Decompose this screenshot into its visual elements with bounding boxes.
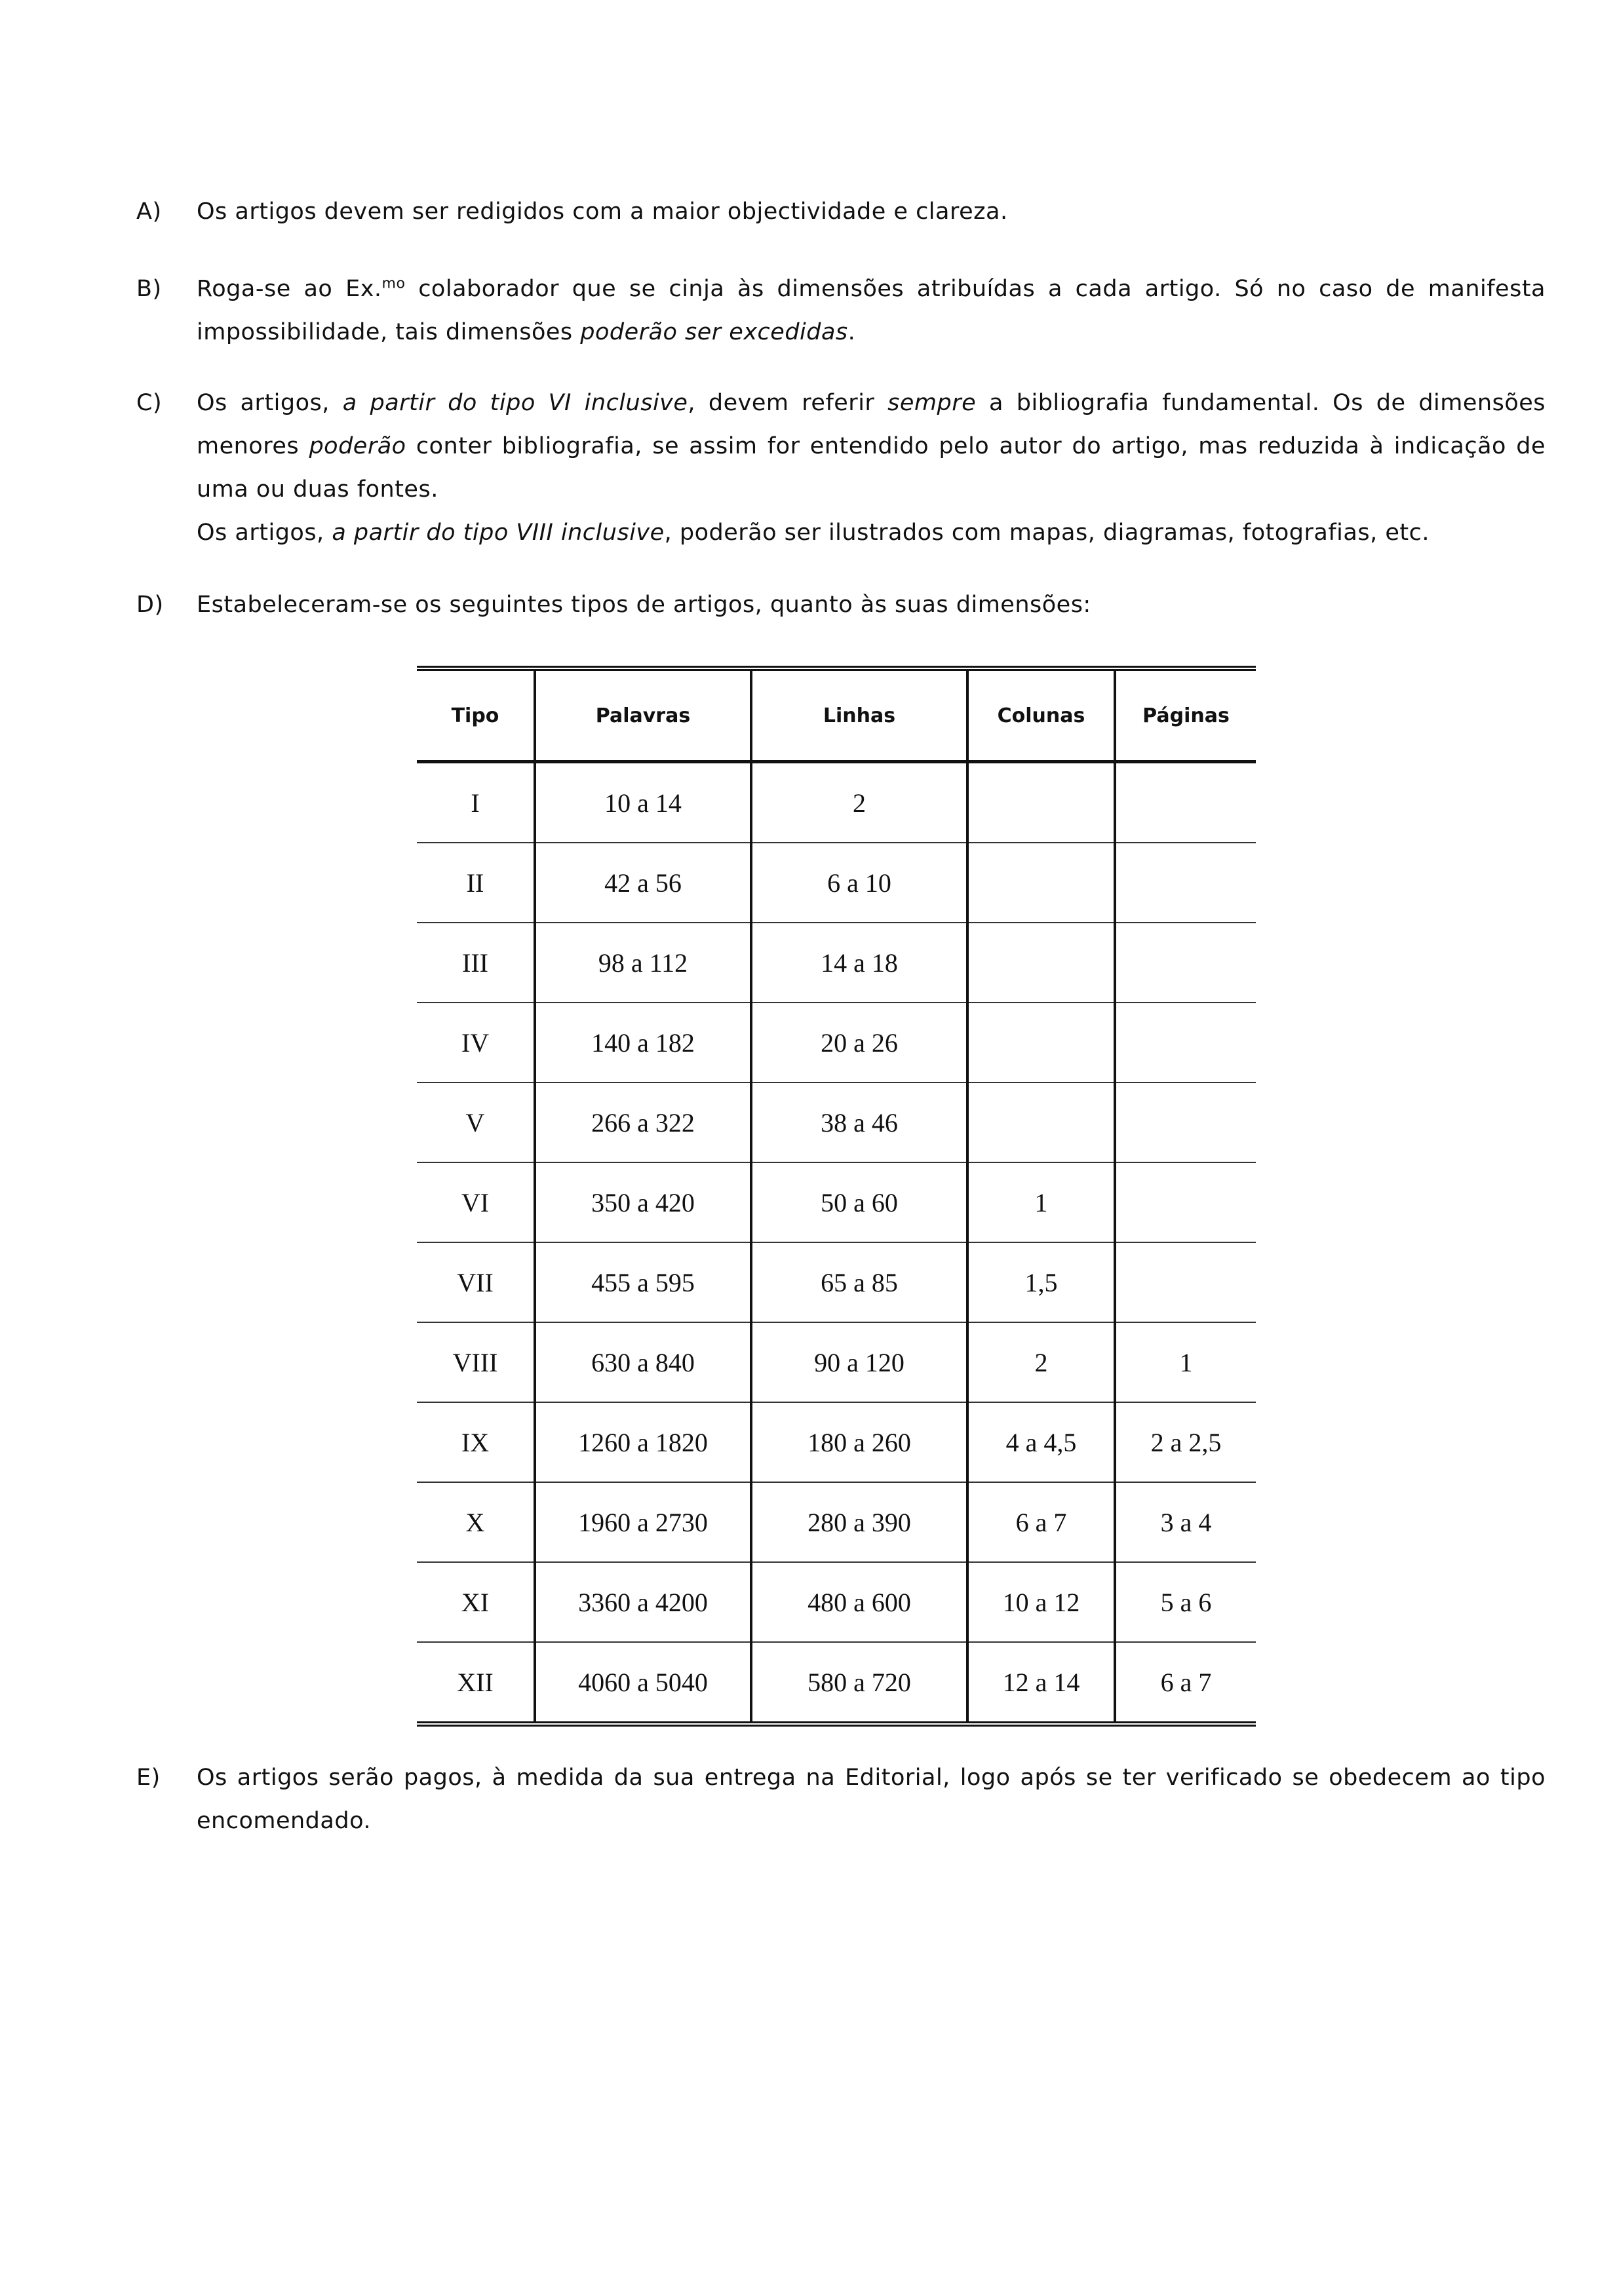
article-types-table-wrap bbox=[417, 666, 1256, 1727]
cell-tipo: IV bbox=[417, 1003, 535, 1082]
cell-tipo: VII bbox=[417, 1242, 535, 1322]
item-text-continued bbox=[197, 511, 1546, 554]
table-row bbox=[417, 1003, 1256, 1082]
cell-paginas: 1 bbox=[1115, 1322, 1256, 1402]
item-d bbox=[136, 583, 1546, 626]
table-row bbox=[417, 762, 1256, 843]
table-row bbox=[417, 1482, 1256, 1562]
cell-linhas: 480 a 600 bbox=[751, 1562, 967, 1642]
cell-tipo: X bbox=[417, 1482, 535, 1562]
item-letter: D) bbox=[136, 592, 164, 618]
cell-colunas: 1,5 bbox=[967, 1242, 1115, 1322]
cell-linhas: 6 a 10 bbox=[751, 843, 967, 923]
cell-tipo: V bbox=[417, 1082, 535, 1162]
table-row bbox=[417, 1162, 1256, 1242]
table-row bbox=[417, 1082, 1256, 1162]
cell-paginas bbox=[1115, 762, 1256, 843]
table-row bbox=[417, 1242, 1256, 1322]
cell-colunas bbox=[967, 762, 1115, 843]
text-segment: Os artigos, bbox=[197, 520, 332, 546]
cell-paginas: 5 a 6 bbox=[1115, 1562, 1256, 1642]
table-row bbox=[417, 1642, 1256, 1724]
cell-colunas: 6 a 7 bbox=[967, 1482, 1115, 1562]
cell-linhas: 280 a 390 bbox=[751, 1482, 967, 1562]
header-paginas: Páginas bbox=[1115, 668, 1256, 762]
cell-palavras: 1260 a 1820 bbox=[535, 1402, 751, 1482]
superscript: mo bbox=[381, 275, 406, 292]
header-palavras: Palavras bbox=[535, 668, 751, 762]
cell-tipo: VI bbox=[417, 1162, 535, 1242]
header-tipo: Tipo bbox=[417, 668, 535, 762]
item-letter: C) bbox=[136, 390, 163, 416]
cell-palavras: 4060 a 5040 bbox=[535, 1642, 751, 1724]
table-row bbox=[417, 1562, 1256, 1642]
cell-palavras: 630 a 840 bbox=[535, 1322, 751, 1402]
cell-paginas bbox=[1115, 843, 1256, 923]
cell-tipo: II bbox=[417, 843, 535, 923]
item-text: Os artigos serão pagos, à medida da sua entrega na Editorial, logo após se ter verificado se obedecem ao tipo encomendado. bbox=[197, 1765, 1546, 1834]
cell-tipo: IX bbox=[417, 1402, 535, 1482]
text-segment: Roga-se ao Ex. bbox=[197, 276, 382, 302]
table-row bbox=[417, 1322, 1256, 1402]
header-colunas: Colunas bbox=[967, 668, 1115, 762]
cell-tipo: VIII bbox=[417, 1322, 535, 1402]
cell-colunas: 2 bbox=[967, 1322, 1115, 1402]
cell-linhas: 580 a 720 bbox=[751, 1642, 967, 1724]
cell-linhas: 38 a 46 bbox=[751, 1082, 967, 1162]
text-segment: Os artigos, bbox=[197, 390, 343, 416]
table-row bbox=[417, 1402, 1256, 1482]
item-letter: B) bbox=[136, 276, 162, 302]
text-segment: conter bibliografia, se assim for entendido pelo autor do artigo, mas reduzida à indicação de uma ou duas fontes. bbox=[197, 433, 1546, 503]
item-a bbox=[136, 190, 1546, 233]
item-text bbox=[197, 381, 1546, 511]
table-row bbox=[417, 843, 1256, 923]
header-linhas: Linhas bbox=[751, 668, 967, 762]
cell-linhas: 65 a 85 bbox=[751, 1242, 967, 1322]
cell-linhas: 50 a 60 bbox=[751, 1162, 967, 1242]
text-segment: . bbox=[847, 319, 856, 345]
cell-colunas: 12 a 14 bbox=[967, 1642, 1115, 1724]
cell-palavras: 140 a 182 bbox=[535, 1003, 751, 1082]
emphasis: a partir do tipo VIII inclusive bbox=[332, 520, 665, 546]
item-c bbox=[136, 381, 1546, 554]
table-body bbox=[417, 762, 1256, 1725]
cell-palavras: 3360 a 4200 bbox=[535, 1562, 751, 1642]
cell-paginas bbox=[1115, 1082, 1256, 1162]
cell-linhas: 90 a 120 bbox=[751, 1322, 967, 1402]
cell-palavras: 98 a 112 bbox=[535, 923, 751, 1003]
cell-paginas bbox=[1115, 923, 1256, 1003]
cell-tipo: XI bbox=[417, 1562, 535, 1642]
cell-paginas: 3 a 4 bbox=[1115, 1482, 1256, 1562]
cell-palavras: 266 a 322 bbox=[535, 1082, 751, 1162]
cell-colunas bbox=[967, 1003, 1115, 1082]
cell-colunas bbox=[967, 923, 1115, 1003]
cell-paginas: 2 a 2,5 bbox=[1115, 1402, 1256, 1482]
cell-palavras: 350 a 420 bbox=[535, 1162, 751, 1242]
cell-colunas: 4 a 4,5 bbox=[967, 1402, 1115, 1482]
item-b bbox=[136, 267, 1546, 354]
cell-linhas: 14 a 18 bbox=[751, 923, 967, 1003]
table-row bbox=[417, 923, 1256, 1003]
item-text bbox=[197, 267, 1546, 354]
item-e bbox=[136, 1756, 1546, 1843]
emphasis: poderão bbox=[309, 433, 406, 459]
item-letter: E) bbox=[136, 1765, 161, 1791]
cell-paginas bbox=[1115, 1162, 1256, 1242]
emphasis: a partir do tipo VI inclusive bbox=[342, 390, 688, 416]
cell-paginas bbox=[1115, 1242, 1256, 1322]
cell-palavras: 1960 a 2730 bbox=[535, 1482, 751, 1562]
item-text: Estabeleceram-se os seguintes tipos de artigos, quanto às suas dimensões: bbox=[197, 592, 1091, 618]
cell-tipo: III bbox=[417, 923, 535, 1003]
text-segment: a bibliografia fundamental. Os de dimensões menores bbox=[197, 390, 1546, 459]
emphasis: sempre bbox=[887, 390, 977, 416]
cell-palavras: 42 a 56 bbox=[535, 843, 751, 923]
cell-paginas: 6 a 7 bbox=[1160, 1667, 1212, 1697]
text-segment: colaborador que se cinja às dimensões atribuídas a cada artigo. Só no caso de manifesta impossibilidade, tais dimensões bbox=[197, 276, 1546, 345]
text-segment: , devem referir bbox=[688, 390, 888, 416]
article-types-table bbox=[417, 666, 1256, 1727]
cell-colunas: 1 bbox=[967, 1162, 1115, 1242]
cell-palavras: 455 a 595 bbox=[535, 1242, 751, 1322]
table-header-row bbox=[417, 668, 1256, 762]
cell-linhas: 20 a 26 bbox=[751, 1003, 967, 1082]
cell-paginas bbox=[1115, 1003, 1256, 1082]
cell-linhas: 2 bbox=[751, 762, 967, 843]
cell-colunas bbox=[967, 1082, 1115, 1162]
cell-palavras: 10 a 14 bbox=[535, 762, 751, 843]
emphasis: poderão ser excedidas bbox=[580, 319, 848, 345]
item-text: Os artigos devem ser redigidos com a maior objectividade e clareza. bbox=[197, 199, 1008, 225]
cell-colunas bbox=[967, 843, 1115, 923]
text-segment: , poderão ser ilustrados com mapas, diagramas, fotografias, etc. bbox=[664, 520, 1430, 546]
item-letter: A) bbox=[136, 199, 162, 225]
cell-linhas: 180 a 260 bbox=[751, 1402, 967, 1482]
cell-colunas: 10 a 12 bbox=[967, 1562, 1115, 1642]
cell-tipo: I bbox=[417, 762, 535, 843]
cell-tipo: XII bbox=[417, 1642, 535, 1724]
